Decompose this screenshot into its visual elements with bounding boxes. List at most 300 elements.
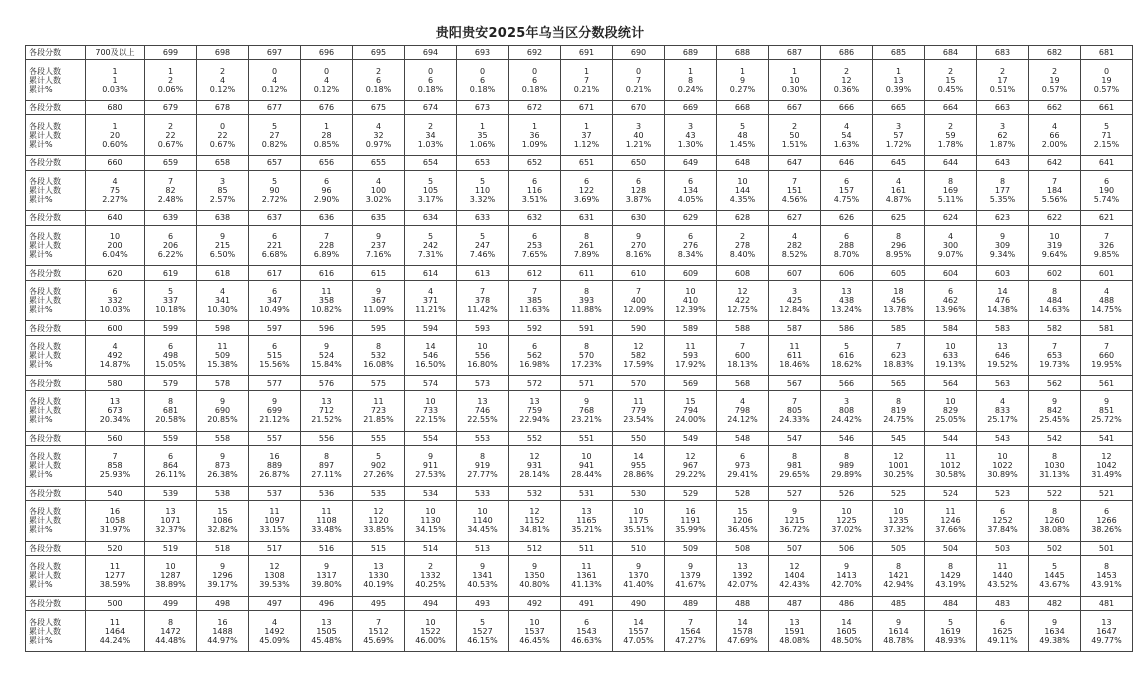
percent-value: 7.65% xyxy=(521,249,548,259)
cumulative-value: 9 xyxy=(739,75,746,85)
cumulative-value: 367 xyxy=(370,296,387,306)
percent-value: 25.45% xyxy=(1039,415,1070,425)
percent-value: 19.52% xyxy=(987,360,1018,370)
data-cell xyxy=(145,556,197,597)
score-cell: 508 xyxy=(717,541,769,555)
data-cell xyxy=(249,501,301,542)
score-cell: 512 xyxy=(509,541,561,555)
data-cell xyxy=(769,556,821,597)
cumulative-value: 456 xyxy=(890,296,907,306)
data-cell xyxy=(613,60,665,101)
score-row-label: 各段分数 xyxy=(26,46,86,60)
score-data-row xyxy=(26,556,1133,597)
data-cell xyxy=(249,390,301,431)
count-value: 7 xyxy=(635,287,642,297)
score-cell: 687 xyxy=(769,46,821,60)
percent-value: 14.63% xyxy=(1039,305,1070,315)
count-value: 10 xyxy=(685,287,696,297)
data-cell xyxy=(249,335,301,376)
row-label-count: 各段人数 xyxy=(29,121,61,131)
score-cell: 677 xyxy=(249,101,301,115)
data-cell xyxy=(301,115,353,156)
row-label-pct: 累计% xyxy=(29,635,53,645)
score-cell: 667 xyxy=(769,101,821,115)
data-cell xyxy=(405,170,457,211)
percent-value: 2.48% xyxy=(157,194,184,204)
count-value: 8 xyxy=(375,342,382,352)
cumulative-value: 842 xyxy=(1046,406,1063,416)
count-value: 12 xyxy=(269,562,280,572)
count-value: 6 xyxy=(999,617,1006,627)
percent-value: 4.87% xyxy=(885,194,912,204)
count-value: 6 xyxy=(635,176,642,186)
percent-value: 47.05% xyxy=(623,635,654,645)
data-cell xyxy=(1029,501,1081,542)
count-value: 7 xyxy=(112,452,118,462)
percent-value: 8.16% xyxy=(625,249,652,259)
percent-value: 49.38% xyxy=(1039,635,1070,645)
score-cell: 517 xyxy=(249,541,301,555)
score-cell: 497 xyxy=(249,596,301,610)
percent-value: 4.05% xyxy=(677,194,704,204)
cumulative-value: 794 xyxy=(682,406,699,416)
score-cell: 537 xyxy=(249,486,301,500)
percent-value: 34.15% xyxy=(415,525,446,535)
data-cell xyxy=(301,60,353,101)
cumulative-value: 151 xyxy=(786,185,803,195)
cumulative-value: 253 xyxy=(526,240,543,250)
score-cell: 597 xyxy=(249,321,301,335)
count-value: 6 xyxy=(323,176,330,186)
cumulative-value: 851 xyxy=(1098,406,1115,416)
score-cell: 501 xyxy=(1081,541,1133,555)
count-value: 8 xyxy=(791,452,798,462)
data-cell xyxy=(561,60,613,101)
count-value: 6 xyxy=(167,342,174,352)
percent-value: 1.51% xyxy=(781,139,808,149)
score-cell: 614 xyxy=(405,266,457,280)
count-value: 2 xyxy=(167,121,174,131)
cumulative-value: 35 xyxy=(477,130,488,140)
cumulative-value: 1120 xyxy=(368,516,389,526)
data-cell xyxy=(717,335,769,376)
percent-value: 37.84% xyxy=(987,525,1018,535)
score-cell: 663 xyxy=(977,101,1029,115)
cumulative-value: 1634 xyxy=(1044,626,1065,636)
row-label-cum: 累计人数 xyxy=(29,240,61,250)
percent-value: 2.00% xyxy=(1041,139,1068,149)
cumulative-value: 22 xyxy=(217,130,228,140)
score-cell: 487 xyxy=(769,596,821,610)
score-cell: 572 xyxy=(509,376,561,390)
data-cell xyxy=(613,611,665,652)
row-label-cum: 累计人数 xyxy=(29,185,61,195)
data-cell xyxy=(86,445,145,486)
data-cell xyxy=(1081,611,1133,652)
percent-value: 40.19% xyxy=(363,580,394,590)
score-cell: 649 xyxy=(665,156,717,170)
count-value: 14 xyxy=(425,342,436,352)
cumulative-value: 833 xyxy=(994,406,1011,416)
percent-value: 0.36% xyxy=(833,84,860,94)
count-value: 16 xyxy=(685,507,696,517)
cumulative-value: 1108 xyxy=(316,516,337,526)
row-label-cum: 累计人数 xyxy=(29,351,61,361)
percent-value: 18.13% xyxy=(727,360,758,370)
cumulative-value: 378 xyxy=(474,296,491,306)
row-label-count: 各段人数 xyxy=(29,617,61,627)
data-cell xyxy=(353,390,405,431)
score-header-row xyxy=(26,211,1133,225)
count-value: 13 xyxy=(1101,617,1112,627)
cumulative-value: 712 xyxy=(318,406,335,416)
cumulative-value: 40 xyxy=(633,130,644,140)
cumulative-value: 422 xyxy=(734,296,751,306)
count-value: 3 xyxy=(687,121,694,131)
count-value: 2 xyxy=(375,66,382,76)
cumulative-value: 393 xyxy=(578,296,595,306)
count-value: 15 xyxy=(217,507,228,517)
score-cell: 584 xyxy=(925,321,977,335)
count-value: 6 xyxy=(687,176,694,186)
count-value: 0 xyxy=(323,66,330,76)
cumulative-value: 438 xyxy=(838,296,855,306)
data-cell xyxy=(561,115,613,156)
count-value: 5 xyxy=(271,121,278,131)
data-cell xyxy=(1081,280,1133,321)
percent-value: 47.27% xyxy=(675,635,706,645)
cumulative-value: 332 xyxy=(107,296,123,306)
score-header-row xyxy=(26,101,1133,115)
cumulative-value: 242 xyxy=(422,240,439,250)
count-value: 11 xyxy=(321,287,332,297)
percent-value: 42.07% xyxy=(727,580,758,590)
score-cell: 669 xyxy=(665,101,717,115)
cumulative-value: 347 xyxy=(266,296,283,306)
count-value: 4 xyxy=(843,121,850,131)
percent-value: 5.11% xyxy=(937,194,964,204)
data-cell xyxy=(249,225,301,266)
data-cell xyxy=(717,390,769,431)
count-value: 5 xyxy=(739,121,746,131)
score-header-row xyxy=(26,46,1133,60)
data-cell xyxy=(821,611,873,652)
score-cell: 671 xyxy=(561,101,613,115)
score-cell: 608 xyxy=(717,266,769,280)
cumulative-value: 309 xyxy=(994,240,1011,250)
score-cell: 697 xyxy=(249,46,301,60)
data-cell xyxy=(977,556,1029,597)
data-row-labels xyxy=(26,280,86,321)
data-cell xyxy=(613,225,665,266)
cumulative-value: 484 xyxy=(1046,296,1063,306)
count-value: 0 xyxy=(1103,66,1110,76)
percent-value: 32.37% xyxy=(155,525,186,535)
data-row-labels xyxy=(26,115,86,156)
score-cell: 692 xyxy=(509,46,561,60)
count-value: 7 xyxy=(531,287,538,297)
cumulative-value: 611 xyxy=(786,351,803,361)
data-cell xyxy=(1029,335,1081,376)
cumulative-value: 1464 xyxy=(104,626,126,636)
percent-value: 15.56% xyxy=(259,360,290,370)
percent-value: 19.73% xyxy=(1039,360,1070,370)
percent-value: 0.21% xyxy=(625,84,652,94)
data-cell xyxy=(301,170,353,211)
cumulative-value: 358 xyxy=(318,296,335,306)
percent-value: 38.08% xyxy=(1039,525,1070,535)
percent-value: 1.30% xyxy=(677,139,704,149)
percent-value: 48.78% xyxy=(883,635,914,645)
score-cell: 639 xyxy=(145,211,197,225)
score-cell: 688 xyxy=(717,46,769,60)
score-cell: 587 xyxy=(769,321,821,335)
data-cell xyxy=(301,280,353,321)
percent-value: 2.57% xyxy=(209,194,236,204)
score-row-label: 各段分数 xyxy=(26,431,86,445)
percent-value: 17.59% xyxy=(623,360,654,370)
cumulative-value: 1086 xyxy=(212,516,233,526)
percent-value: 9.34% xyxy=(989,249,1016,259)
score-cell: 551 xyxy=(561,431,613,445)
count-value: 8 xyxy=(947,176,954,186)
count-value: 4 xyxy=(112,176,118,186)
data-cell xyxy=(977,445,1029,486)
data-cell xyxy=(86,501,145,542)
cumulative-value: 1543 xyxy=(576,626,597,636)
percent-value: 11.63% xyxy=(519,305,550,315)
percent-value: 46.00% xyxy=(415,635,446,645)
percent-value: 45.09% xyxy=(259,635,290,645)
data-cell xyxy=(613,280,665,321)
data-cell xyxy=(509,60,561,101)
data-cell xyxy=(197,60,249,101)
count-value: 2 xyxy=(999,66,1006,76)
data-cell xyxy=(613,556,665,597)
percent-value: 47.69% xyxy=(727,635,758,645)
cumulative-value: 1591 xyxy=(784,626,805,636)
cumulative-value: 122 xyxy=(578,185,595,195)
cumulative-value: 1440 xyxy=(992,571,1013,581)
cumulative-value: 1225 xyxy=(836,516,857,526)
percent-value: 8.34% xyxy=(677,249,704,259)
cumulative-value: 4 xyxy=(323,75,330,85)
row-label-pct: 累计% xyxy=(29,84,53,94)
score-data-row xyxy=(26,60,1133,101)
data-cell xyxy=(977,611,1029,652)
count-value: 10 xyxy=(477,342,488,352)
cumulative-value: 498 xyxy=(162,351,179,361)
data-cell xyxy=(457,390,509,431)
cumulative-value: 161 xyxy=(890,185,907,195)
percent-value: 24.42% xyxy=(831,415,862,425)
percent-value: 0.57% xyxy=(1093,84,1120,94)
data-cell xyxy=(769,445,821,486)
count-value: 1 xyxy=(112,66,118,76)
count-value: 12 xyxy=(737,287,748,297)
data-cell xyxy=(353,445,405,486)
data-cell xyxy=(1029,445,1081,486)
score-cell: 620 xyxy=(86,266,145,280)
count-value: 2 xyxy=(427,121,434,131)
cumulative-value: 371 xyxy=(422,296,439,306)
score-cell: 481 xyxy=(1081,596,1133,610)
data-row-labels xyxy=(26,501,86,542)
cumulative-value: 90 xyxy=(269,185,280,195)
percent-value: 2.27% xyxy=(102,194,128,204)
score-cell: 647 xyxy=(769,156,821,170)
percent-value: 3.32% xyxy=(469,194,496,204)
score-cell: 627 xyxy=(769,211,821,225)
count-value: 8 xyxy=(167,617,174,627)
score-cell: 550 xyxy=(613,431,665,445)
count-value: 10 xyxy=(165,562,176,572)
percent-value: 16.50% xyxy=(415,360,446,370)
count-value: 9 xyxy=(791,507,798,517)
count-value: 2 xyxy=(791,121,798,131)
score-cell: 600 xyxy=(86,321,145,335)
percent-value: 29.89% xyxy=(831,470,862,480)
score-cell: 598 xyxy=(197,321,249,335)
cumulative-value: 897 xyxy=(318,461,335,471)
score-cell: 610 xyxy=(613,266,665,280)
score-cell: 541 xyxy=(1081,431,1133,445)
percent-value: 48.50% xyxy=(831,635,862,645)
data-cell xyxy=(717,445,769,486)
score-cell: 617 xyxy=(249,266,301,280)
cumulative-value: 341 xyxy=(214,296,231,306)
count-value: 7 xyxy=(1051,342,1058,352)
data-cell xyxy=(717,501,769,542)
score-cell: 565 xyxy=(873,376,925,390)
data-cell xyxy=(353,225,405,266)
percent-value: 0.12% xyxy=(261,84,288,94)
data-row-labels xyxy=(26,390,86,431)
cumulative-value: 54 xyxy=(841,130,852,140)
count-value: 8 xyxy=(1051,452,1058,462)
percent-value: 14.38% xyxy=(987,305,1018,315)
data-cell xyxy=(1029,60,1081,101)
count-value: 10 xyxy=(477,507,488,517)
percent-value: 0.12% xyxy=(313,84,340,94)
percent-value: 30.89% xyxy=(987,470,1018,480)
cumulative-value: 600 xyxy=(734,351,751,361)
data-cell xyxy=(717,611,769,652)
count-value: 1 xyxy=(323,121,330,131)
percent-value: 7.31% xyxy=(417,249,444,259)
percent-value: 45.48% xyxy=(311,635,342,645)
data-cell xyxy=(769,501,821,542)
row-label-pct: 累计% xyxy=(29,580,53,590)
cumulative-value: 864 xyxy=(162,461,179,471)
percent-value: 22.55% xyxy=(467,415,498,425)
cumulative-value: 282 xyxy=(786,240,803,250)
data-cell xyxy=(769,280,821,321)
percent-value: 27.53% xyxy=(415,470,446,480)
cumulative-value: 184 xyxy=(1046,185,1063,195)
data-cell xyxy=(561,556,613,597)
percent-value: 33.15% xyxy=(259,525,290,535)
cumulative-value: 190 xyxy=(1098,185,1115,195)
data-cell xyxy=(86,170,145,211)
count-value: 5 xyxy=(843,342,850,352)
score-cell: 502 xyxy=(1029,541,1081,555)
row-label-cum: 累计人数 xyxy=(29,75,61,85)
data-cell xyxy=(197,225,249,266)
row-label-count: 各段人数 xyxy=(29,562,61,572)
cumulative-value: 1030 xyxy=(1044,461,1065,471)
score-cell: 660 xyxy=(86,156,145,170)
score-cell: 483 xyxy=(977,596,1029,610)
score-cell: 618 xyxy=(197,266,249,280)
cumulative-value: 1421 xyxy=(888,571,909,581)
score-cell: 523 xyxy=(977,486,1029,500)
cumulative-value: 237 xyxy=(370,240,387,250)
percent-value: 20.34% xyxy=(99,415,131,425)
cumulative-value: 15 xyxy=(945,75,956,85)
data-cell xyxy=(925,115,977,156)
cumulative-value: 623 xyxy=(890,351,907,361)
score-cell: 518 xyxy=(197,541,249,555)
row-label-count: 各段人数 xyxy=(29,397,61,407)
data-cell xyxy=(249,60,301,101)
percent-value: 6.89% xyxy=(313,249,340,259)
cumulative-value: 28 xyxy=(321,130,332,140)
percent-value: 23.21% xyxy=(571,415,602,425)
cumulative-value: 562 xyxy=(526,351,543,361)
percent-value: 14.87% xyxy=(99,360,131,370)
row-label-cum: 累计人数 xyxy=(29,571,61,581)
percent-value: 29.41% xyxy=(727,470,758,480)
percent-value: 25.93% xyxy=(99,470,131,480)
data-cell xyxy=(821,60,873,101)
count-value: 6 xyxy=(583,617,590,627)
cumulative-value: 1404 xyxy=(784,571,805,581)
row-label-cum: 累计人数 xyxy=(29,296,61,306)
count-value: 0 xyxy=(219,121,226,131)
cumulative-value: 593 xyxy=(682,351,699,361)
score-cell: 511 xyxy=(561,541,613,555)
count-value: 7 xyxy=(895,342,902,352)
cumulative-value: 71 xyxy=(1101,130,1112,140)
count-value: 12 xyxy=(893,452,904,462)
row-label-pct: 累计% xyxy=(29,525,53,535)
count-value: 8 xyxy=(947,562,954,572)
score-cell: 522 xyxy=(1029,486,1081,500)
data-cell xyxy=(925,611,977,652)
count-value: 4 xyxy=(947,231,954,241)
count-value: 1 xyxy=(167,66,174,76)
cumulative-value: 1472 xyxy=(160,626,181,636)
count-value: 13 xyxy=(789,617,800,627)
data-cell xyxy=(509,225,561,266)
cumulative-value: 1165 xyxy=(576,516,597,526)
score-cell: 592 xyxy=(509,321,561,335)
score-cell: 488 xyxy=(717,596,769,610)
cumulative-value: 1001 xyxy=(888,461,909,471)
score-data-row xyxy=(26,115,1133,156)
count-value: 10 xyxy=(841,507,852,517)
score-cell: 656 xyxy=(301,156,353,170)
count-value: 11 xyxy=(269,507,280,517)
cumulative-value: 633 xyxy=(942,351,959,361)
cumulative-value: 17 xyxy=(997,75,1008,85)
cumulative-value: 1429 xyxy=(940,571,961,581)
score-cell: 500 xyxy=(86,596,145,610)
cumulative-value: 1413 xyxy=(836,571,857,581)
count-value: 8 xyxy=(1103,562,1110,572)
data-cell xyxy=(561,390,613,431)
